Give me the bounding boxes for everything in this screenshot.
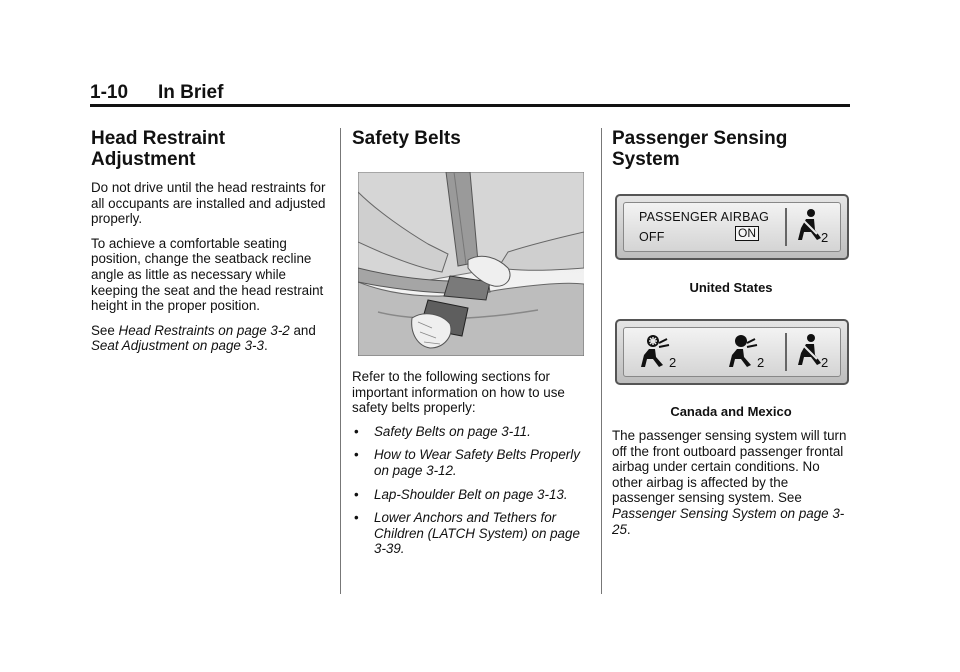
section-title: In Brief — [158, 82, 224, 103]
airbag-panel-canada — [615, 319, 849, 385]
bullet-text: Lap-Shoulder Belt on page 3-13. — [374, 486, 568, 502]
column-divider-2 — [601, 128, 602, 594]
safety-belts-body — [352, 369, 590, 565]
and-text: and — [289, 322, 316, 338]
bullet-text: Safety Belts on page 3-11. — [374, 423, 531, 439]
seat-number-1: 2 — [669, 355, 677, 370]
caption-united-states: United States — [689, 280, 773, 295]
bullet-text: How to Wear Safety Belts Properly on page 3-12. — [374, 447, 580, 478]
passenger-airbag-label: PASSENGER AIRBAG — [639, 210, 770, 224]
airbag-panel-us — [615, 194, 849, 260]
passenger-seatbelt-icon — [797, 333, 823, 367]
page-number: 1-10 — [90, 82, 129, 103]
column-divider-1 — [340, 128, 341, 594]
bullet-glyph: • — [354, 423, 359, 439]
seatbelt-illustration — [358, 172, 584, 356]
heading-head-restraint: Head Restraint Adjustment — [91, 128, 226, 170]
off-label: OFF — [639, 230, 665, 244]
safety-belts-intro: Refer to the following sections for important information on how to use safety belts properly: — [352, 369, 565, 416]
list-item[interactable] — [352, 487, 590, 503]
caption-canada-mexico: Canada and Mexico — [670, 404, 792, 419]
bullet-glyph: • — [354, 447, 359, 463]
bullet-glyph: • — [354, 510, 359, 526]
safety-belts-list — [352, 424, 590, 557]
paragraph-1: Do not drive until the head restraints for all occupants are installed and adjusted properly. — [91, 180, 326, 227]
heading-passenger-sensing: Passenger Sensing System — [612, 128, 788, 170]
paragraph-text: The passenger sensing system will turn off the front outboard passenger frontal airbag under certain conditions. No other airbag is affected by the passenger sensing system. See — [612, 428, 847, 506]
on-indicator: ON — [735, 226, 759, 241]
period: . — [263, 338, 268, 354]
header-rule — [90, 104, 850, 107]
column-passenger-sensing — [612, 128, 852, 170]
seat-number: 2 — [821, 230, 829, 245]
link-head-restraints[interactable]: Head Restraints on page 3-2 — [118, 322, 290, 338]
period: . — [626, 521, 631, 537]
column-safety-belts — [352, 128, 590, 149]
list-item[interactable] — [352, 510, 590, 557]
passenger-sensing-body — [612, 428, 852, 537]
panel-divider — [785, 333, 787, 371]
passenger-seatbelt-icon — [797, 208, 823, 242]
panel-divider — [785, 208, 787, 246]
paragraph-3 — [91, 323, 331, 354]
seat-number-3: 2 — [821, 355, 829, 370]
page-header — [90, 82, 850, 104]
bullet-glyph: • — [354, 486, 359, 502]
column-head-restraint — [91, 128, 331, 354]
passenger-sensing-paragraph — [612, 428, 852, 537]
list-item[interactable] — [352, 447, 590, 478]
bullet-text: Lower Anchors and Tethers for Children (LATCH System) on page 3-39. — [374, 510, 580, 557]
link-seat-adjustment[interactable]: Seat Adjustment on page 3-3 — [91, 338, 264, 354]
link-passenger-sensing[interactable]: Passenger Sensing System on page 3-25 — [612, 505, 845, 537]
seat-number-2: 2 — [757, 355, 765, 370]
see-text: See — [91, 322, 119, 338]
paragraph-2: To achieve a comfortable seating position, change the seatback recline angle as little as necessary while keeping the seat and the head restraint height in the proper position. — [91, 235, 324, 314]
list-item[interactable] — [352, 424, 590, 440]
heading-safety-belts: Safety Belts — [352, 128, 461, 149]
